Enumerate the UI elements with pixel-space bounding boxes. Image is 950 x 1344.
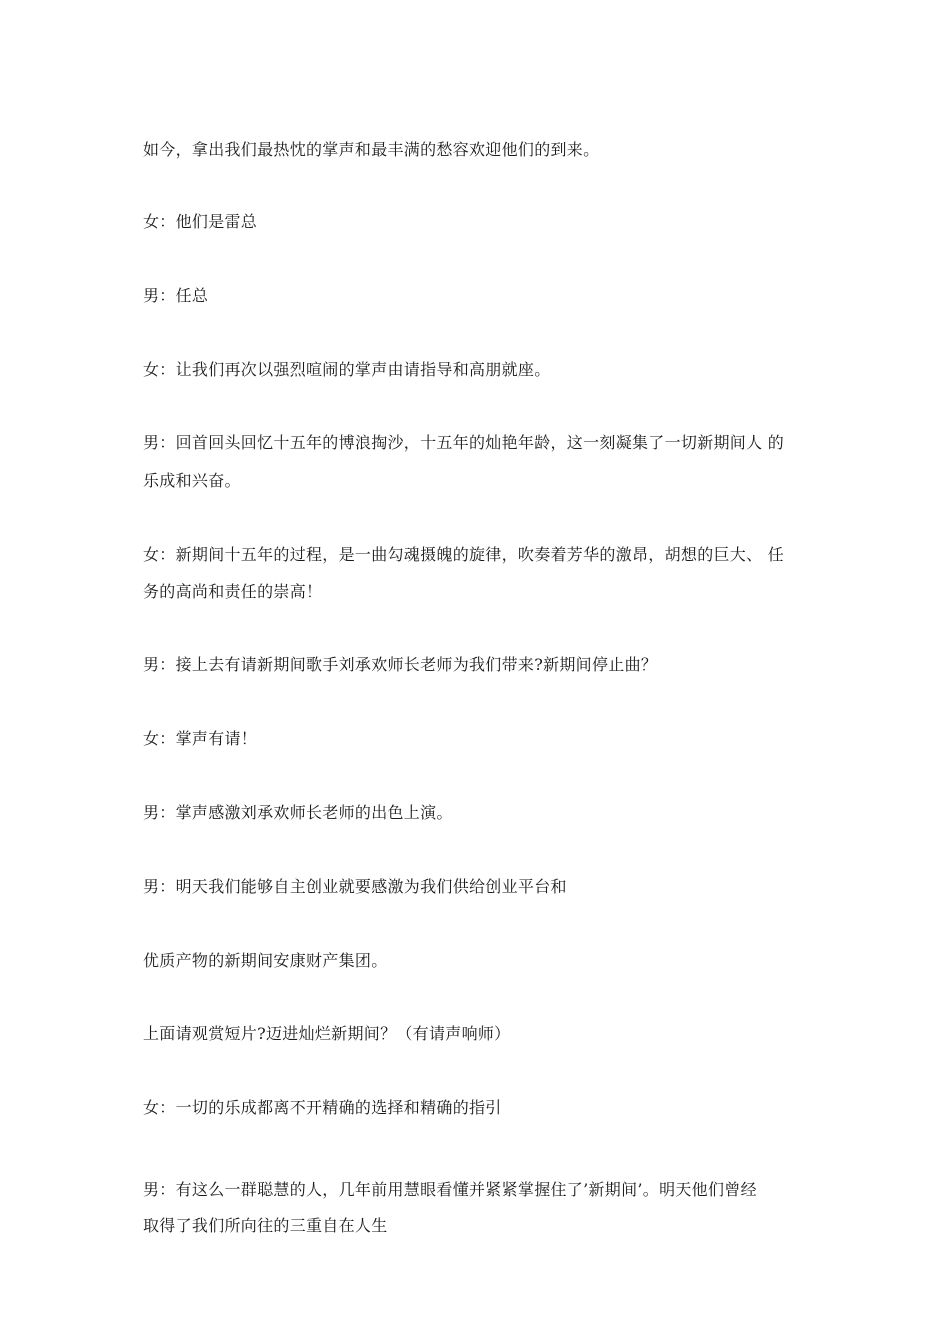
text-line: 男：明天我们能够自主创业就要感激为我们供给创业平台和	[143, 877, 567, 896]
text-line: 如今，拿出我们最热忱的掌声和最丰满的愁容欢迎他们的到来。	[143, 140, 600, 159]
text-line: 男：接上去有请新期间歌手刘承欢师长老师为我们带来?新期间停止曲？	[143, 655, 658, 674]
text-line: 务的高尚和责任的崇高！	[143, 582, 323, 601]
text-line: 男：任总	[143, 286, 209, 305]
text-line: 女：让我们再次以强烈喧闹的掌声由请指导和高朋就座。	[143, 360, 551, 379]
text-line: 乐成和兴奋。	[143, 471, 241, 490]
text-line: 上面请观赏短片?迈进灿烂新期间？（有请声响师）	[143, 1024, 511, 1043]
text-line: 女：他们是雷总	[143, 212, 258, 231]
text-line: 优质产物的新期间安康财产集团。	[143, 951, 388, 970]
text-line: 男：掌声感激刘承欢师长老师的出色上演。	[143, 803, 453, 822]
text-line: 女：掌声有请！	[143, 729, 258, 748]
text-line: 男：回首回头回忆十五年的博浪掏沙，十五年的灿艳年龄，这一刻凝集了一切新期间人 的	[143, 433, 785, 452]
text-line: 女：新期间十五年的过程，是一曲勾魂摄魄的旋律，吹奏着芳华的激昂，胡想的巨大、 任	[143, 545, 785, 564]
text-line: 女：一切的乐成都离不开精确的选择和精确的指引	[143, 1098, 502, 1117]
text-line: 男：有这么一群聪慧的人，几年前用慧眼看懂并紧紧掌握住了’新期间’。明天他们曾经	[143, 1180, 757, 1199]
text-line: 取得了我们所向往的三重自在人生	[143, 1216, 388, 1235]
